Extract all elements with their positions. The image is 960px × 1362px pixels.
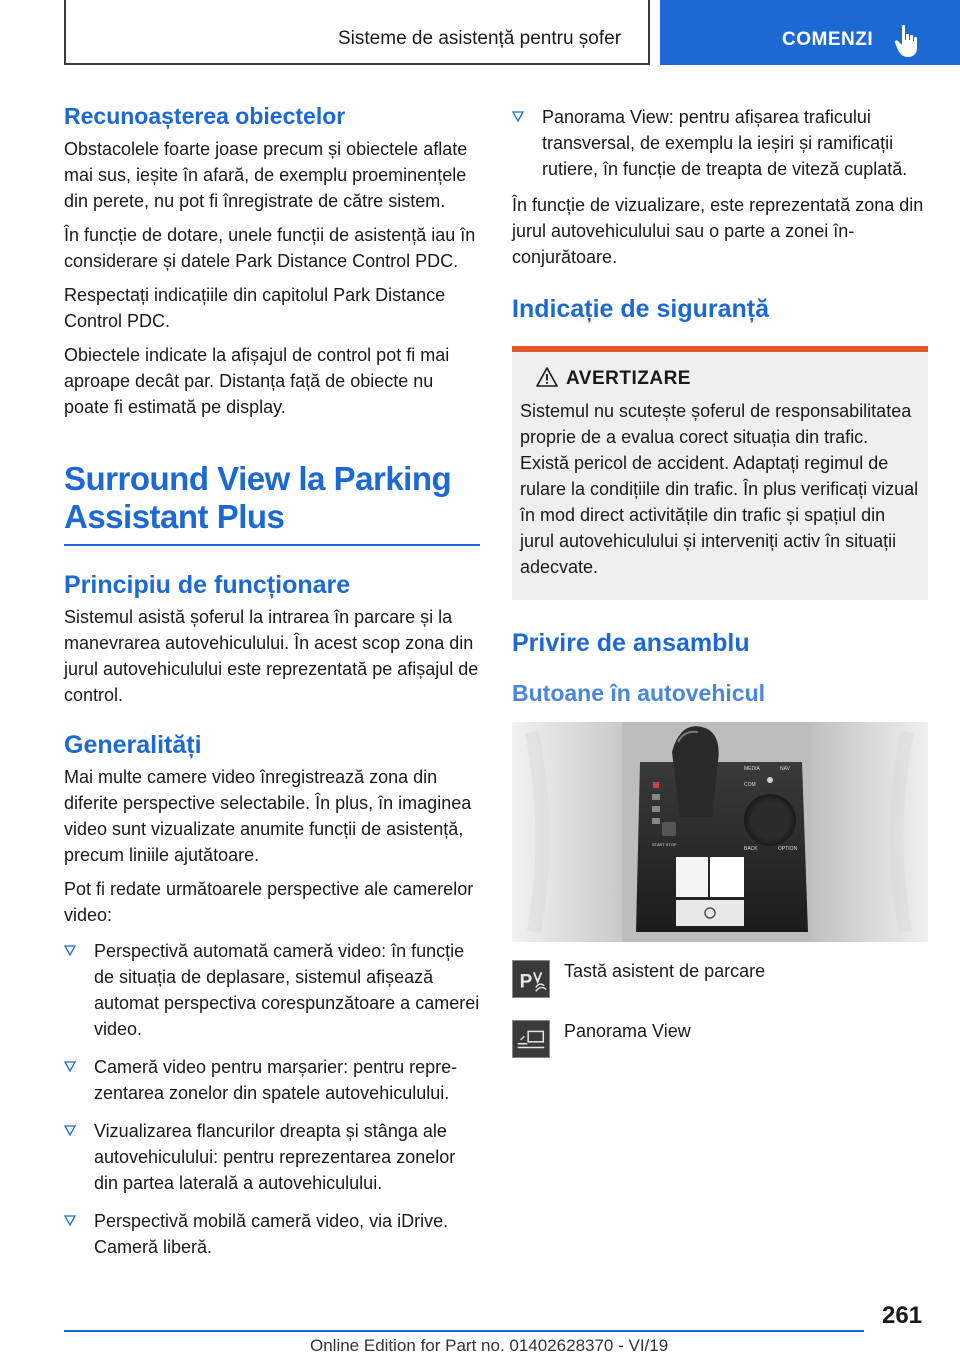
paragraph: Pot fi redate următoarele perspective ale camerelor video: (64, 879, 474, 925)
warning-bar (512, 346, 928, 352)
list-item (64, 1118, 480, 1196)
paragraph: Obiectele indicate la afișajul de control pot fi mai aproape decât par. Distanța față de obiecte nu poate fi estimată pe display. (64, 345, 450, 417)
parking-assist-key-icon (512, 960, 550, 998)
com-label: COM (744, 782, 756, 788)
page-number: 261 (882, 1302, 923, 1329)
key-label: Panorama View (564, 1021, 691, 1041)
list-item (512, 104, 928, 182)
paragraph: Mai multe camere video înregistrează zona din diferite perspective selectabile. În plus, în imaginea video sunt vizualizate anumite funcții de asistență, precum liniile ajutătoare. (64, 767, 472, 865)
panorama-view-key-icon (512, 1020, 550, 1058)
buttons-heading: Butoane în autovehicul (512, 680, 766, 706)
section-title: Sisteme de asistență pentru șofer (338, 28, 622, 49)
svg-text:P: P (519, 971, 533, 993)
pointing-hand-icon (894, 24, 924, 58)
edition-text: Online Edition for Part no. 01402628370 - VI/19 (310, 1336, 669, 1355)
heading-rule (64, 544, 480, 546)
key-row (512, 1020, 928, 1080)
media-label: MEDIA (744, 766, 760, 772)
list-item-text: Vizualizarea flancurilor dreapta și stânga ale autovehiculului: pentru reprezentarea zonelor din partea laterală a autovehiculului. (94, 1121, 456, 1193)
bullet-triangle-icon (64, 1215, 76, 1227)
right-column (512, 100, 928, 1080)
warning-box (512, 346, 928, 600)
list-item (64, 938, 480, 1042)
warning-triangle-icon (536, 367, 558, 387)
safety-heading: Indicație de siguranță (512, 295, 770, 323)
option-label: OPTION (778, 846, 798, 852)
start-stop-label: START STOP (652, 842, 677, 847)
tab-comenzi-label[interactable]: COMENZI (782, 29, 874, 50)
list-item-text: Cameră video pentru marșarier: pentru reprezentarea zonelor din spatele autovehiculului. (94, 1057, 458, 1103)
bullet-triangle-icon (64, 945, 76, 957)
bullet-triangle-icon (512, 111, 524, 123)
paragraph: Sistemul asistă șoferul la intrarea în parcare și la manevrarea autovehiculului. În acest scop zona din jurul autovehiculului este reprezentată pe afișajul de control. (64, 607, 479, 705)
center-console-photo (512, 722, 928, 942)
paragraph: În funcție de dotare, unele funcții de asistență iau în considerare și datele Park Distance Control PDC. (64, 225, 476, 271)
principle-heading: Principiu de funcționare (64, 571, 351, 599)
left-column (64, 100, 480, 1260)
main-heading: Surround View la Parking Assistant Plus (64, 460, 452, 535)
footer-rule (64, 1330, 864, 1332)
list-item-text: Panorama View: pentru afișarea traficului transversal, de exemplu la ieșiri și ramificații rutiere, în funcție de treapta de viteză cuplată. (542, 107, 908, 179)
paragraph: În funcție de vizualizare, este reprezentată zona din jurul autovehiculului sau o parte a zonei înconjurătoare. (512, 195, 924, 267)
nav-label: NAV (780, 766, 790, 772)
key-label: Tastă asistent de parcare (564, 961, 766, 981)
paragraph: Obstacolele foarte joase precum și obiectele aflate mai sus, ieșite în afară, de exemplu proeminențele din perete, nu pot fi înregistrate de către sistem. (64, 139, 468, 211)
object-recognition-heading: Recunoașterea obiectelor (64, 103, 346, 129)
general-heading: Generalități (64, 731, 202, 759)
list-item-text: Perspectivă mobilă cameră video, via iDrive. Cameră liberă. (94, 1211, 449, 1257)
list-item-text: Perspectivă automată cameră video: în funcție de situația de deplasare, sistemul afișează automat perspectiva corespunzătoare a camerei video. (94, 941, 480, 1039)
bullet-triangle-icon (64, 1125, 76, 1137)
console-illustration (512, 722, 928, 942)
warning-text: Sistemul nu scutește șoferul de responsabilitatea proprie de a evalua corect situația din trafic. Există pericol de accident. Adaptați regimul de rulare la condițiile din trafic. În plus verificați vizual în mod direct activitățile din trafic și spațiul din jurul autovehiculului și interveniți activ în situații adecvate. (520, 401, 919, 577)
key-row (512, 960, 928, 1020)
overview-heading: Privire de ansamblu (512, 629, 750, 657)
list-item (64, 1054, 480, 1106)
paragraph: Respectați indicațiile din capitolul Park Distance Control PDC. (64, 285, 446, 331)
list-item (64, 1208, 480, 1260)
back-label: BACK (744, 846, 758, 852)
warning-title: AVERTIZARE (520, 364, 920, 394)
bullet-triangle-icon (64, 1061, 76, 1073)
